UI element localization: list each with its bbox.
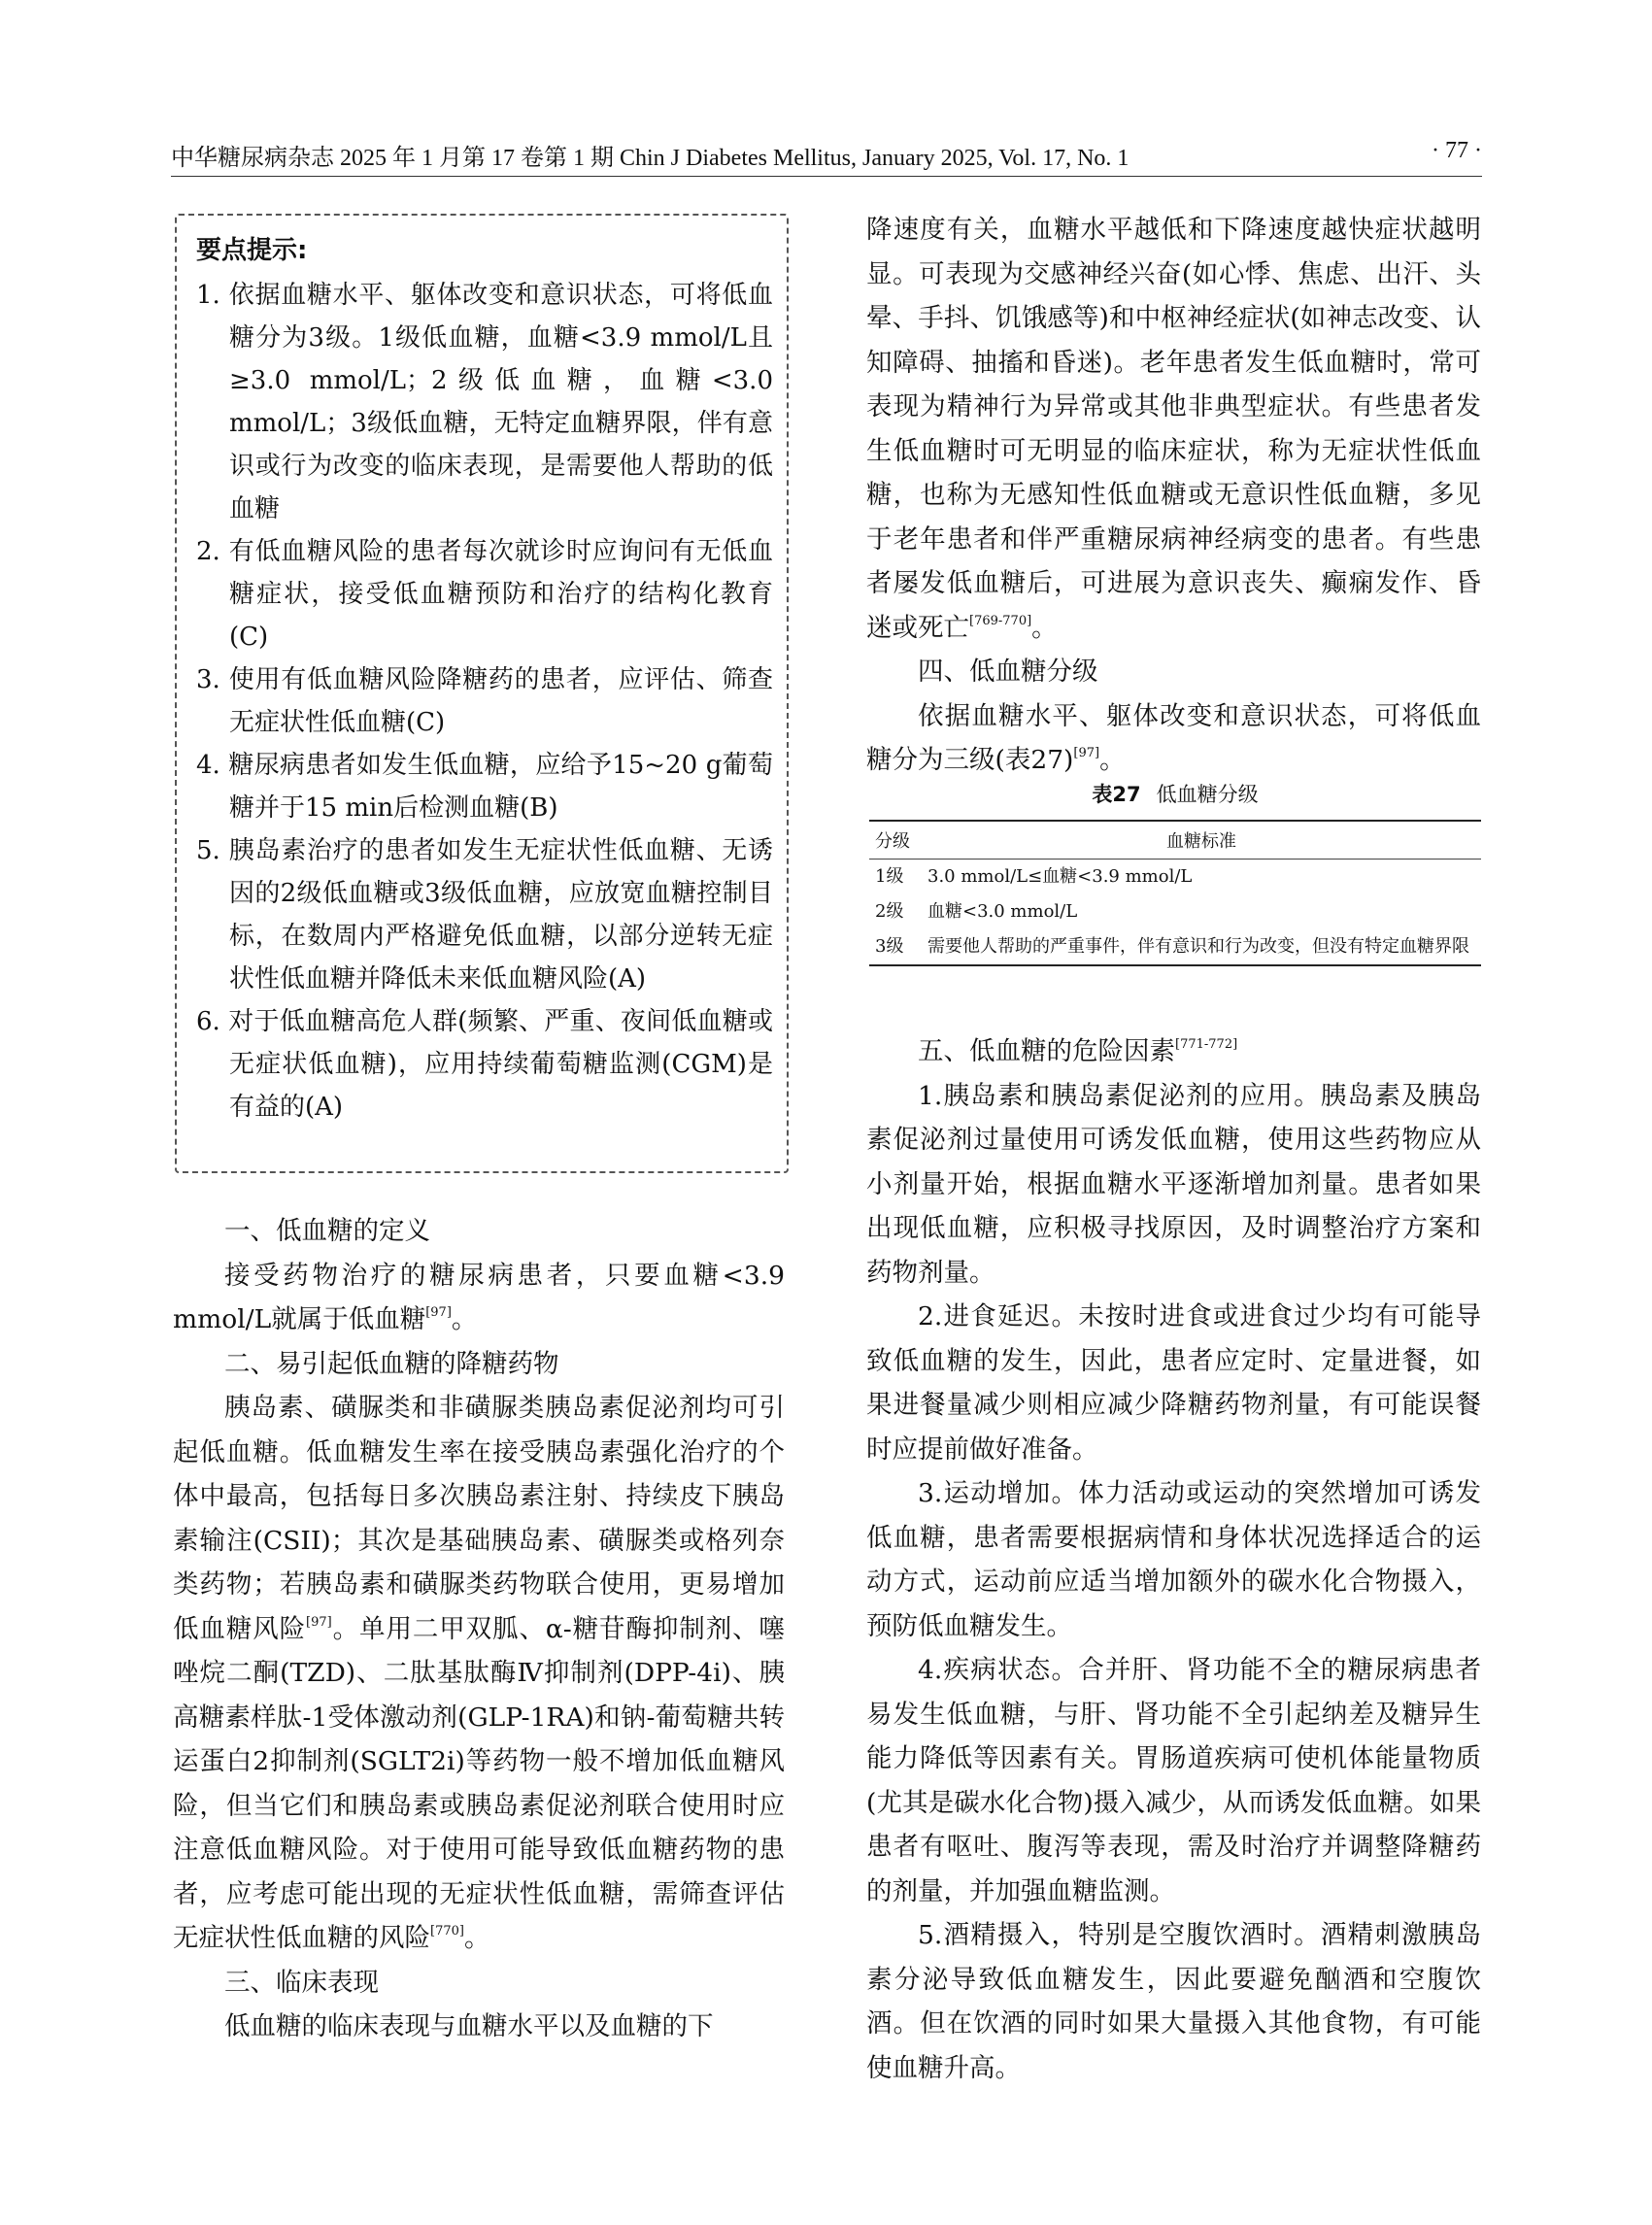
- key-points-title: 要点提示:: [196, 236, 308, 265]
- table-title: 低血糖分级: [1156, 783, 1259, 806]
- table-header-criteria: 血糖标准: [922, 821, 1481, 860]
- citation-ref: [769-770]: [969, 613, 1032, 628]
- table-cell-criteria: 3.0 mmol/L≤血糖<3.9 mmol/L: [927, 866, 1193, 887]
- citation-ref: [97]: [425, 1305, 452, 1320]
- running-header: [171, 134, 1482, 169]
- citation-ref: [771-772]: [1175, 1037, 1238, 1052]
- table-number: 表27: [1092, 783, 1141, 806]
- paragraph-clinical-continued: 降速度有关，血糖水平越低和下降速度越快症状越明显。可表现为交感神经兴奋(如心悸、焦虑、出汗、头晕、手抖、饥饿感等)和中枢神经症状(如神志改变、认知障碍、抽搐和昏迷)。老年患者发生低血糖时，常可表现为精神行为异常或其他非典型症状。有些患者发生低血糖时可无明显的临床症状，称为无症状性低血糖，也称为无感知性低血糖或无意识性低血糖，多见于老年患者和伴严重糖尿病神经病变的患者。有些患者屡发低血糖后，可进展为意识丧失、癫痫发作、昏迷或死亡[769-770]。: [866, 215, 1481, 643]
- section-heading-definition: 一、低血糖的定义: [224, 1216, 430, 1246]
- table-cell-criteria: 血糖<3.0 mmol/L: [927, 901, 1078, 922]
- key-point-item: 6. 对于低血糖高危人群(频繁、严重、夜间低血糖或无症状低血糖)，应用持续葡萄糖监测(CGM)是有益的(A): [196, 1007, 773, 1122]
- left-column: [173, 1209, 785, 2049]
- table-cell-criteria: 需要他人帮助的严重事件，伴有意识和行为改变，但没有特定血糖界限: [922, 929, 1481, 965]
- key-point-item: 5. 胰岛素治疗的患者如发生无症状性低血糖、无诱因的2级低血糖或3级低血糖，应放宽血糖控制目标，在数周内严格避免低血糖，以部分逆转无症状性低血糖并降低未来低血糖风险(A): [196, 836, 773, 994]
- key-point-item: 1. 依据血糖水平、躯体改变和意识状态，可将低血糖分为3级。1级低血糖，血糖<3.9 mmol/L且≥3.0 mmol/L；2级低血糖，血糖<3.0 mmol/L；3级低血糖，无特定血糖界限，伴有意识或行为改变的临床表现，是需要他人帮助的低血糖: [196, 281, 773, 523]
- key-point-item: 2. 有低血糖风险的患者每次就诊时应询问有无低血糖症状，接受低血糖预防和治疗的结构化教育(C): [196, 537, 773, 652]
- key-point-item: 3. 使用有低血糖风险降糖药的患者，应评估、筛查无症状性低血糖(C): [196, 665, 773, 737]
- paragraph-risk-alcohol: 5.酒精摄入，特别是空腹饮酒时。酒精刺激胰岛素分泌导致低血糖发生，因此要避免酗酒和空腹饮酒。但在饮酒的同时如果大量摄入其他食物，有可能使血糖升高。: [866, 1920, 1481, 2083]
- citation-ref: [97]: [1073, 746, 1100, 760]
- right-column-bottom: [866, 1029, 1481, 2090]
- paragraph-clinical-start: 低血糖的临床表现与血糖水平以及血糖的下: [224, 2011, 714, 2041]
- paragraph-risk-exercise: 3.运动增加。体力活动或运动的突然增加可诱发低血糖，患者需要根据病情和身体状况选择适合的运动方式，运动前应适当增加额外的碳水化合物摄入，预防低血糖发生。: [866, 1478, 1481, 1641]
- journal-citation: 中华糖尿病杂志 2025 年 1 月第 17 卷第 1 期 Chin J Diabetes Mellitus, January 2025, Vol. 17, No. 1: [171, 146, 1129, 171]
- paragraph-risk-disease: 4.疾病状态。合并肝、肾功能不全的糖尿病患者易发生低血糖，与肝、肾功能不全引起纳差及糖异生能力降低等因素有关。胃肠道疾病可使机体能量物质(尤其是碳水化合物)摄入减少，从而诱发低血糖。如果患者有呕吐、腹泻等表现，需及时治疗并调整降糖药的剂量，并加强血糖监测。: [866, 1655, 1481, 1906]
- page-number: · 77 ·: [1432, 138, 1482, 163]
- right-column-top: [866, 208, 1481, 783]
- table-row: [869, 929, 1481, 965]
- section-heading-drugs: 二、易引起低血糖的降糖药物: [224, 1348, 559, 1379]
- section-heading-grading: 四、低血糖分级: [918, 657, 1098, 687]
- table-27: [869, 777, 1481, 966]
- table-row: [869, 860, 1481, 895]
- table-header-row: [869, 821, 1481, 860]
- key-points-box: [175, 214, 789, 1173]
- hypoglycemia-grade-table: [869, 820, 1481, 966]
- table-row: [869, 894, 1481, 929]
- table-header-grade: 分级: [869, 821, 922, 860]
- paragraph-risk-meal-delay: 2.进食延迟。未按时进食或进食过少均有可能导致低血糖的发生，因此，患者应定时、定量进餐，如果进餐量减少则相应减少降糖药物剂量，有可能误餐时应提前做好准备。: [866, 1301, 1481, 1465]
- section-heading-risk-factors: 五、低血糖的危险因素[771-772]: [918, 1036, 1238, 1066]
- paragraph-risk-insulin: 1.胰岛素和胰岛素促泌剂的应用。胰岛素及胰岛素促泌剂过量使用可诱发低血糖，使用这些药物应从小剂量开始，根据血糖水平逐渐增加剂量。患者如果出现低血糖，应积极寻找原因，及时调整治疗方案和药物剂量。: [866, 1080, 1481, 1288]
- header-rule: [171, 176, 1482, 177]
- key-points-list: [196, 274, 773, 1129]
- table-cell-grade: 3级: [869, 929, 922, 965]
- table-caption: [869, 777, 1481, 812]
- citation-ref: [770]: [430, 1924, 464, 1938]
- paragraph-grading: 依据血糖水平、躯体改变和意识状态，可将低血糖分为三级(表27)[97]。: [866, 700, 1481, 775]
- table-cell-grade: 1级: [875, 866, 904, 887]
- paragraph-drugs: 胰岛素、磺脲类和非磺脲类胰岛素促泌剂均可引起低血糖。低血糖发生率在接受胰岛素强化治疗的个体中最高，包括每日多次胰岛素注射、持续皮下胰岛素输注(CSII)；其次是基础胰岛素、磺脲类或格列奈类药物；若胰岛素和磺脲类药物联合使用，更易增加低血糖风险[97]。单用二甲双胍、α-糖苷酶抑制剂、噻唑烷二酮(TZD)、二肽基肽酶Ⅳ抑制剂(DPP-4i)、胰高糖素样肽-1受体激动剂(GLP-1RA)和钠-葡萄糖共转运蛋白2抑制剂(SGLT2i)等药物一般不增加低血糖风险，但当它们和胰岛素或胰岛素促泌剂联合使用时应注意低血糖风险。对于使用可能导致低血糖药物的患者，应考虑可能出现的无症状性低血糖，需筛查评估无症状性低血糖的风险[770]。: [173, 1393, 786, 1953]
- table-cell-grade: 2级: [875, 901, 904, 922]
- citation-ref: [97]: [306, 1614, 332, 1630]
- paragraph-definition: 接受药物治疗的糖尿病患者，只要血糖<3.9 mmol/L就属于低血糖[97]。: [173, 1260, 785, 1334]
- key-point-item: 4. 糖尿病患者如发生低血糖，应给予15~20 g葡萄糖并于15 min后检测血糖(B): [196, 751, 773, 823]
- section-heading-clinical: 三、临床表现: [224, 1967, 379, 1998]
